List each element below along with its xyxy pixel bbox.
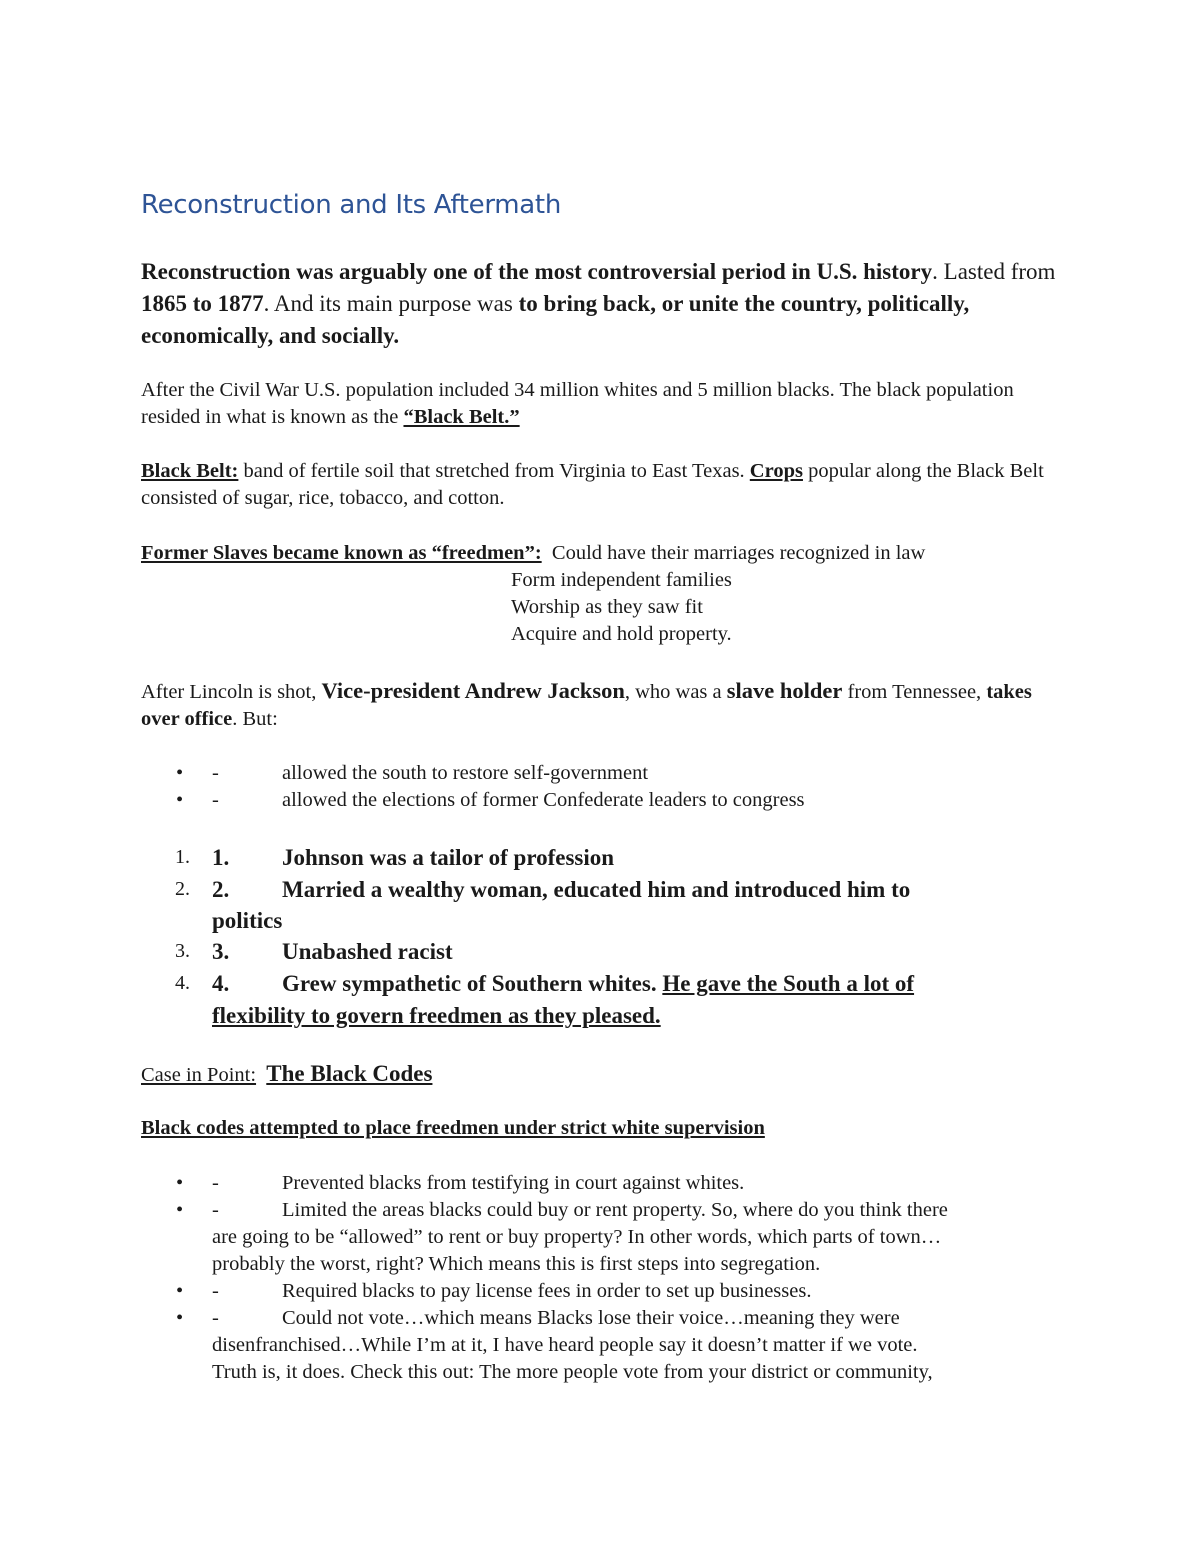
list-item-text: probably the worst, right? Which means this is first steps into segregation.	[212, 1253, 821, 1275]
bullet-icon: •	[176, 1307, 184, 1329]
slave-holder-text: slave holder	[726, 678, 843, 703]
numbered-item-text: Married a wealthy woman, educated him and introduced him to	[282, 877, 911, 902]
dash-marker: -	[212, 762, 219, 784]
bullet-icon: •	[176, 1280, 184, 1302]
dash-marker: -	[212, 1172, 219, 1194]
dash-marker: -	[212, 1307, 219, 1329]
vice-president-name: Vice-president Andrew Jackson	[321, 678, 625, 703]
bold-number: 4.	[212, 971, 230, 996]
black-belt-text-2: popular along the Black Belt consisted of sugar, rice, tobacco, and cotton.	[141, 460, 1044, 509]
bullet-icon: •	[176, 1172, 184, 1194]
case-title: The Black Codes	[266, 1061, 433, 1086]
list-item-text: allowed the elections of former Confederate leaders to congress	[282, 789, 805, 811]
list-item-text: Could not vote…which means Blacks lose their voice…meaning they were	[282, 1307, 900, 1329]
numbered-item-text: Unabashed racist	[282, 939, 453, 964]
item4-text: Grew sympathetic of Southern whites.	[282, 971, 663, 996]
bold-number: 1.	[212, 845, 230, 870]
lincoln-paragraph	[141, 677, 1071, 733]
numbered-item-text: Johnson was a tailor of profession	[282, 845, 615, 870]
freedmen-heading-line	[141, 540, 1071, 567]
black-belt-label: Black Belt:	[141, 460, 239, 482]
bullet-icon: •	[176, 789, 184, 811]
intro-dates: 1865 to 1877	[141, 291, 264, 316]
list-item-text: are going to be “allowed” to rent or buy property? In other words, which parts of town…	[212, 1226, 942, 1248]
black-belt-paragraph	[141, 458, 1071, 512]
intro-paragraph	[141, 256, 1061, 352]
lincoln-text-1: After Lincoln is shot,	[141, 681, 322, 703]
crops-label: Crops	[749, 460, 803, 482]
numbered-item-text	[282, 968, 914, 999]
population-paragraph	[141, 377, 1071, 431]
lincoln-text-3: from Tennessee,	[842, 681, 987, 703]
population-text: After the Civil War U.S. population included 34 million whites and 5 million blacks. The black population resided in what is known as the	[141, 379, 1014, 428]
black-belt-text: band of fertile soil that stretched from Virginia to East Texas.	[238, 460, 750, 482]
dash-marker: -	[212, 1199, 219, 1221]
intro-text-2: . And its main purpose was	[263, 291, 519, 316]
numbered-item-text: flexibility to govern freedmen as they pleased.	[212, 1003, 661, 1028]
list-item-text: Limited the areas blacks could buy or rent property. So, where do you think there	[282, 1199, 948, 1221]
freedmen-right-1: Could have their marriages recognized in law	[551, 542, 926, 564]
list-item-text: allowed the south to restore self-government	[282, 762, 649, 784]
intro-text: . Lasted from	[932, 259, 1056, 284]
list-number: 2.	[175, 878, 190, 900]
freedmen-right-4: Acquire and hold property.	[511, 623, 732, 645]
list-item-text: Truth is, it does. Check this out: The more people vote from your district or community,	[212, 1361, 933, 1383]
page-title: Reconstruction and Its Aftermath	[141, 190, 562, 220]
intro-purpose: to bring back, or unite the country, politically, economically, and socially.	[141, 291, 970, 348]
case-label: Case in Point:	[141, 1064, 257, 1086]
intro-bold-statement: Reconstruction was arguably one of the most controversial period in U.S. history	[141, 259, 933, 284]
bullet-icon: •	[176, 762, 184, 784]
bold-number: 2.	[212, 877, 230, 902]
lincoln-text-4: . But:	[232, 708, 278, 730]
list-item-text: Prevented blacks from testifying in court against whites.	[282, 1172, 745, 1194]
list-item-text: disenfranchised…While I’m at it, I have heard people say it doesn’t matter if we vote.	[212, 1334, 918, 1356]
freedmen-right-2: Form independent families	[511, 569, 732, 591]
numbered-item-text: politics	[212, 908, 283, 933]
black-codes-heading: Black codes attempted to place freedmen under strict white supervision	[141, 1117, 765, 1139]
takes-over-office-text: takes over office	[141, 681, 1032, 730]
freedmen-right-3: Worship as they saw fit	[511, 596, 703, 618]
list-number: 4.	[175, 972, 190, 994]
list-number: 3.	[175, 940, 190, 962]
list-number: 1.	[175, 846, 190, 868]
bullet-icon: •	[176, 1199, 184, 1221]
lincoln-text-2: , who was a	[624, 681, 727, 703]
bold-number: 3.	[212, 939, 230, 964]
case-in-point-line	[141, 1060, 1071, 1089]
black-belt-term: “Black Belt.”	[403, 406, 520, 428]
list-item-text: Required blacks to pay license fees in order to set up businesses.	[282, 1280, 812, 1302]
item4-underlined: He gave the South a lot of	[662, 971, 915, 996]
dash-marker: -	[212, 789, 219, 811]
freedmen-term: Former Slaves became known as “freedmen”:	[141, 542, 542, 564]
dash-marker: -	[212, 1280, 219, 1302]
